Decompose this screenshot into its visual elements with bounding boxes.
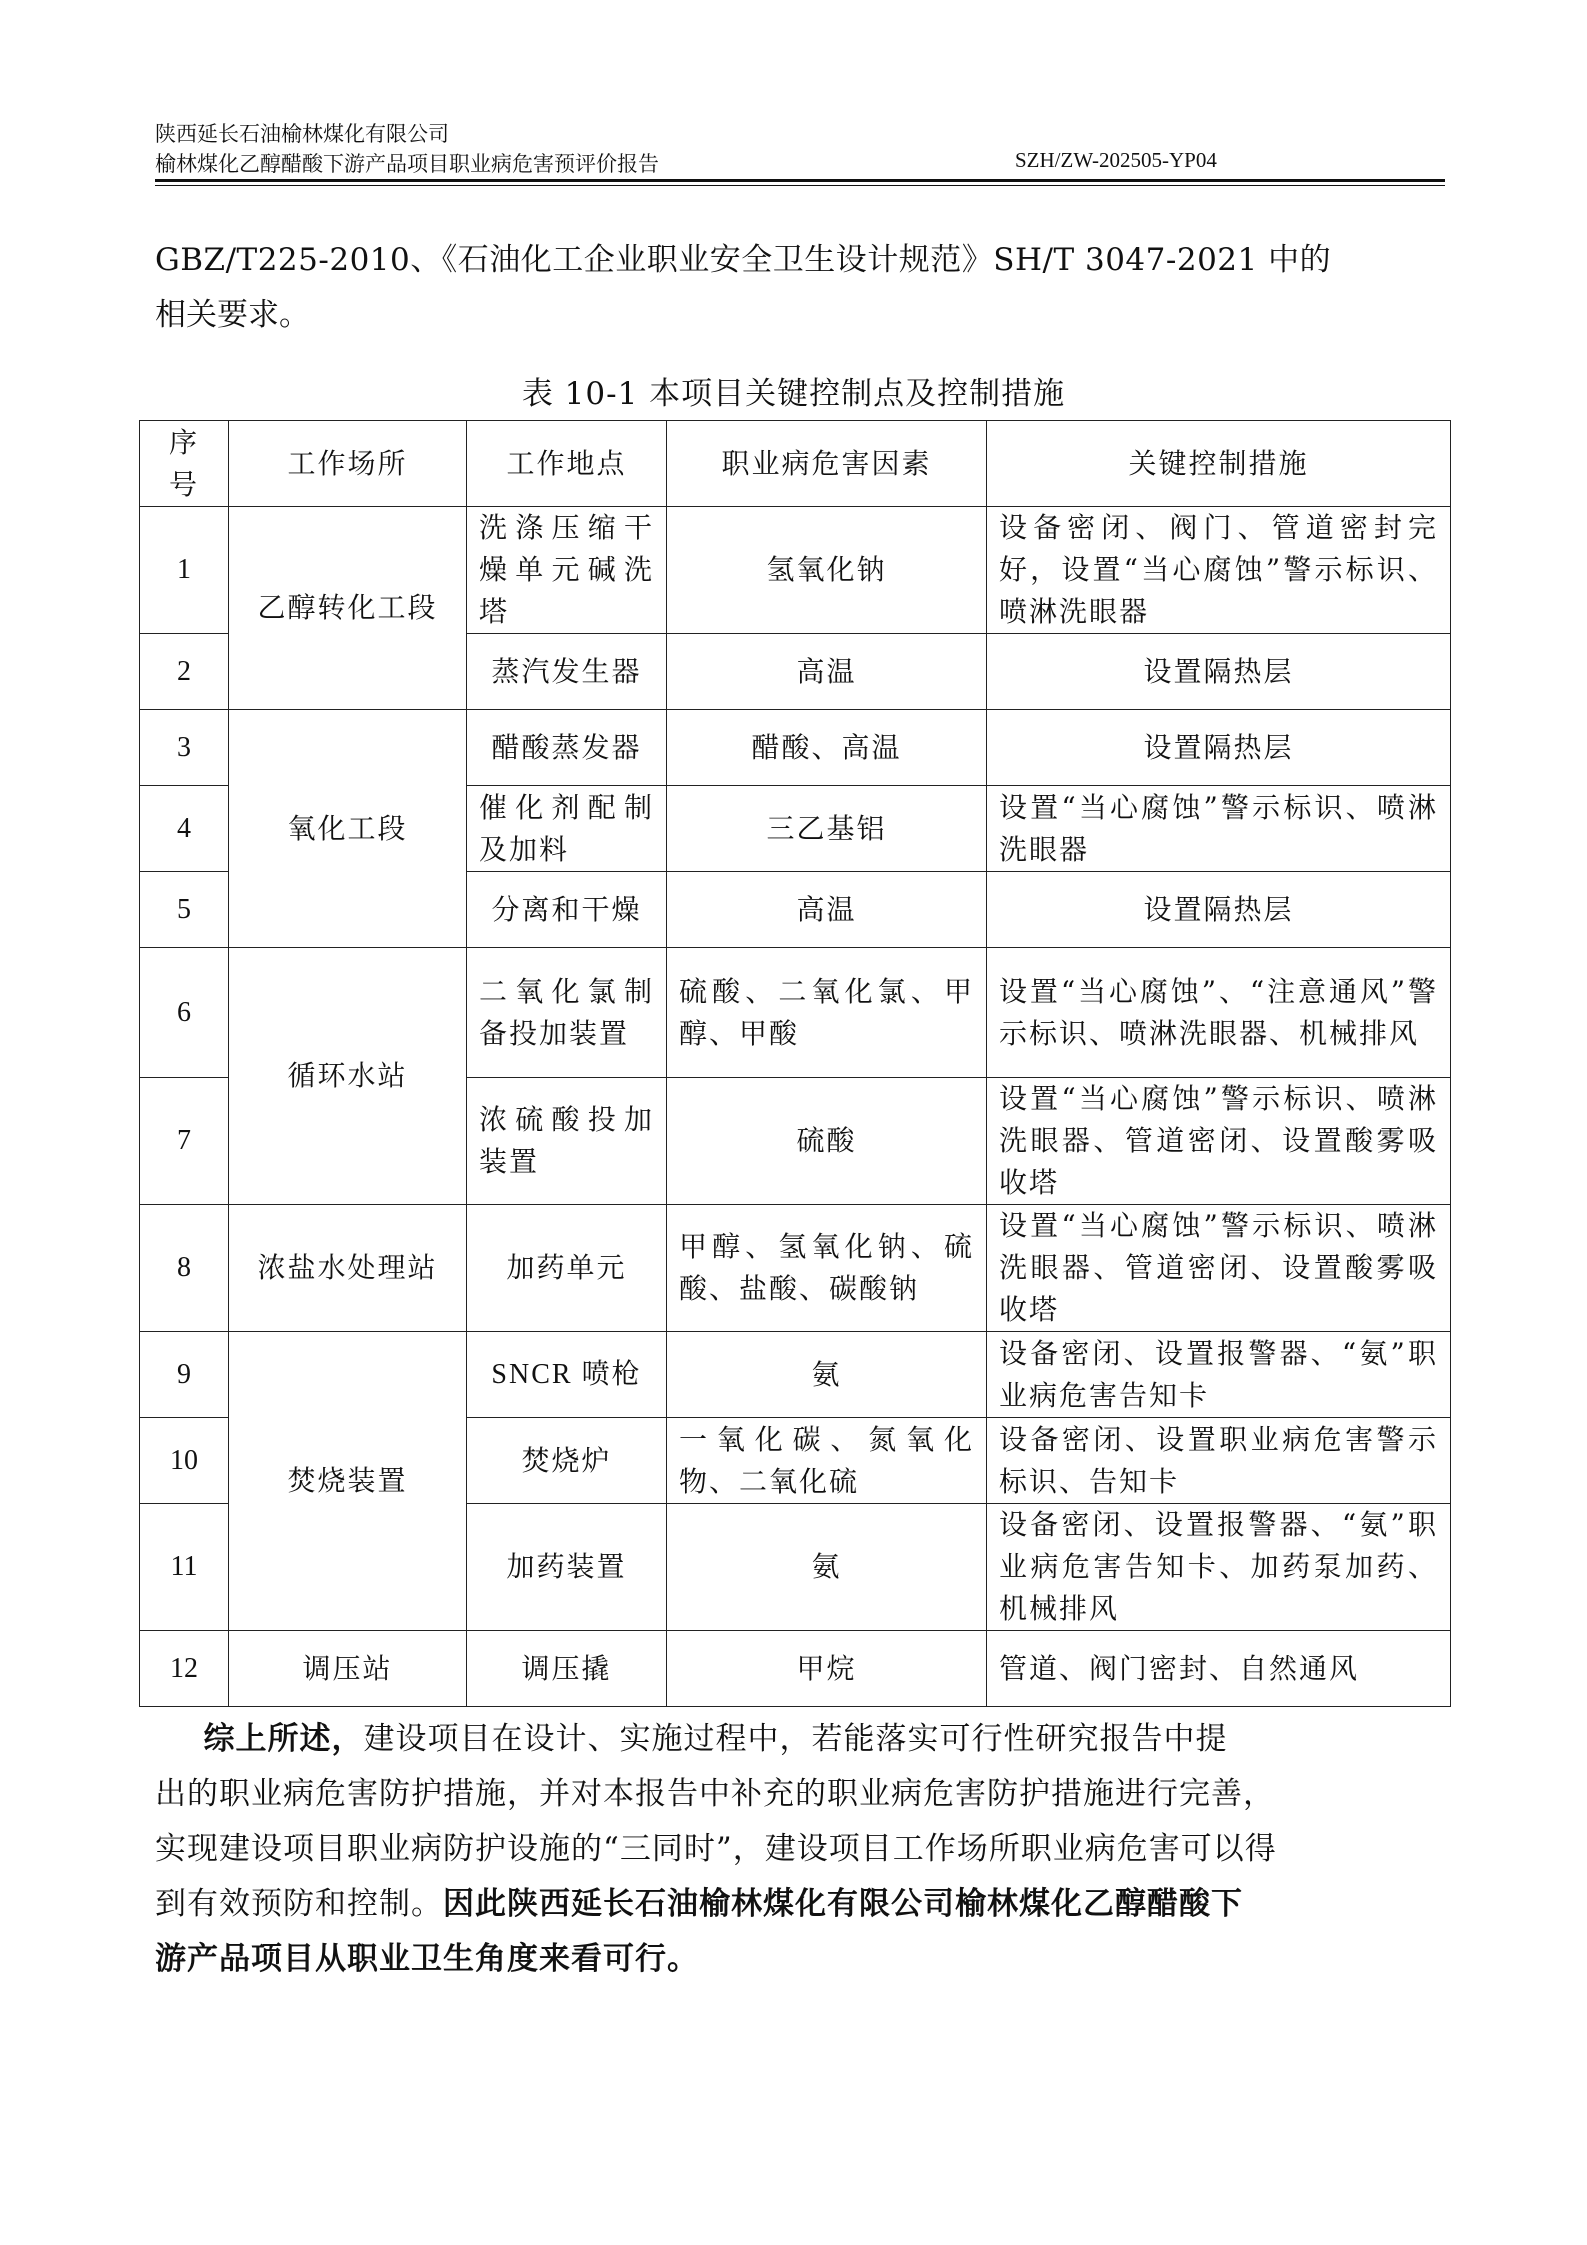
conclusion-paragraph [155, 1712, 1447, 1987]
table-row [140, 710, 1451, 786]
cell-measure: 设置“当心腐蚀”警示标识、喷淋洗眼器、管道密闭、设置酸雾吸收塔 [987, 1078, 1451, 1205]
cell-location: 醋酸蒸发器 [467, 710, 667, 786]
cell-measure: 设置隔热层 [987, 872, 1451, 948]
cell-location: 催化剂配制及加料 [467, 786, 667, 872]
cell-hazard: 三乙基铝 [667, 786, 987, 872]
col-header-workplace: 工作场所 [229, 421, 467, 507]
cell-workplace: 调压站 [229, 1631, 467, 1707]
cell-no: 7 [140, 1078, 229, 1205]
table-caption: 表 10-1 本项目关键控制点及控制措施 [521, 376, 1066, 412]
cell-measure: 设置“当心腐蚀”警示标识、喷淋洗眼器、管道密闭、设置酸雾吸收塔 [987, 1205, 1451, 1332]
conclusion-line-4 [155, 1877, 1447, 1932]
cell-no: 6 [140, 948, 229, 1078]
cell-location: 调压撬 [467, 1631, 667, 1707]
cell-hazard: 高温 [667, 634, 987, 710]
cell-location: 洗涤压缩干燥单元碱洗塔 [467, 507, 667, 634]
table-row [140, 1332, 1451, 1418]
cell-no: 12 [140, 1631, 229, 1707]
intro-line-1: GBZ/T225-2010、《石油化工企业职业安全卫生设计规范》SH/T 3047-2021 中的 [155, 242, 1332, 278]
cell-workplace: 焚烧装置 [229, 1332, 467, 1631]
cell-measure: 设备密闭、设置职业病危害警示标识、告知卡 [987, 1418, 1451, 1504]
cell-location: 二氧化氯制备投加装置 [467, 948, 667, 1078]
cell-hazard: 甲醇、氢氧化钠、硫酸、盐酸、碳酸钠 [667, 1205, 987, 1332]
cell-no: 1 [140, 507, 229, 634]
conclusion-lead: 综上所述， [203, 1721, 364, 1757]
table-header-row [140, 421, 1451, 507]
col-header-measure: 关键控制措施 [987, 421, 1451, 507]
conclusion-line-4-bold: 因此陕西延长石油榆林煤化有限公司榆林煤化乙醇醋酸下 [443, 1886, 1243, 1922]
cell-location: SNCR 喷枪 [467, 1332, 667, 1418]
cell-hazard: 醋酸、高温 [667, 710, 987, 786]
cell-hazard: 高温 [667, 872, 987, 948]
cell-measure: 设置隔热层 [987, 710, 1451, 786]
conclusion-line-4-normal: 到有效预防和控制。 [155, 1886, 443, 1922]
cell-workplace: 浓盐水处理站 [229, 1205, 467, 1332]
cell-location: 焚烧炉 [467, 1418, 667, 1504]
cell-measure: 设备密闭、设置报警器、“氨”职业病危害告知卡 [987, 1332, 1451, 1418]
cell-no: 10 [140, 1418, 229, 1504]
cell-hazard: 氨 [667, 1504, 987, 1631]
cell-hazard: 一氧化碳、氮氧化物、二氧化硫 [667, 1418, 987, 1504]
col-header-location: 工作地点 [467, 421, 667, 507]
cell-measure: 管道、阀门密封、自然通风 [987, 1631, 1451, 1707]
cell-workplace: 乙醇转化工段 [229, 507, 467, 710]
cell-location: 加药装置 [467, 1504, 667, 1631]
cell-no: 5 [140, 872, 229, 948]
cell-hazard: 氢氧化钠 [667, 507, 987, 634]
table-row [140, 948, 1451, 1078]
cell-no: 9 [140, 1332, 229, 1418]
cell-measure: 设置“当心腐蚀”、“注意通风”警示标识、喷淋洗眼器、机械排风 [987, 948, 1451, 1078]
conclusion-line-1-rest: 建设项目在设计、实施过程中，若能落实可行性研究报告中提 [363, 1721, 1228, 1757]
header-company: 陕西延长石油榆林煤化有限公司 [155, 122, 449, 146]
cell-hazard: 硫酸 [667, 1078, 987, 1205]
cell-no: 3 [140, 710, 229, 786]
control-table [139, 420, 1451, 1707]
cell-measure: 设备密闭、阀门、管道密封完好，设置“当心腐蚀”警示标识、喷淋洗眼器 [987, 507, 1451, 634]
cell-location: 分离和干燥 [467, 872, 667, 948]
col-header-no: 序号 [140, 421, 229, 507]
cell-hazard: 硫酸、二氧化氯、甲醇、甲酸 [667, 948, 987, 1078]
intro-line-2: 相关要求。 [155, 297, 310, 333]
cell-hazard: 氨 [667, 1332, 987, 1418]
cell-hazard: 甲烷 [667, 1631, 987, 1707]
intro-paragraph [155, 233, 1447, 343]
cell-no: 2 [140, 634, 229, 710]
table-row [140, 1631, 1451, 1707]
cell-no: 8 [140, 1205, 229, 1332]
cell-location: 浓硫酸投加装置 [467, 1078, 667, 1205]
cell-workplace: 氧化工段 [229, 710, 467, 948]
header-report-code: SZH/ZW-202505-YP04 [1015, 148, 1217, 172]
cell-no: 4 [140, 786, 229, 872]
conclusion-line-1 [155, 1712, 1447, 1767]
cell-workplace: 循环水站 [229, 948, 467, 1205]
conclusion-line-3: 实现建设项目职业病防护设施的“三同时”，建设项目工作场所职业病危害可以得 [155, 1831, 1277, 1867]
cell-no: 11 [140, 1504, 229, 1631]
conclusion-line-2: 出的职业病危害防护措施，并对本报告中补充的职业病危害防护措施进行完善， [155, 1776, 1275, 1812]
table-row [140, 1205, 1451, 1332]
conclusion-line-5: 游产品项目从职业卫生角度来看可行。 [155, 1941, 699, 1977]
col-header-hazard: 职业病危害因素 [667, 421, 987, 507]
cell-measure: 设置“当心腐蚀”警示标识、喷淋洗眼器 [987, 786, 1451, 872]
cell-measure: 设备密闭、设置报警器、“氨”职业病危害告知卡、加药泵加药、机械排风 [987, 1504, 1451, 1631]
cell-location: 蒸汽发生器 [467, 634, 667, 710]
cell-location: 加药单元 [467, 1205, 667, 1332]
cell-measure: 设置隔热层 [987, 634, 1451, 710]
header-report-title: 榆林煤化乙醇醋酸下游产品项目职业病危害预评价报告 [155, 152, 659, 176]
header-rule-thick [155, 179, 1445, 182]
table-row [140, 507, 1451, 634]
header-rule-thin [155, 185, 1445, 186]
